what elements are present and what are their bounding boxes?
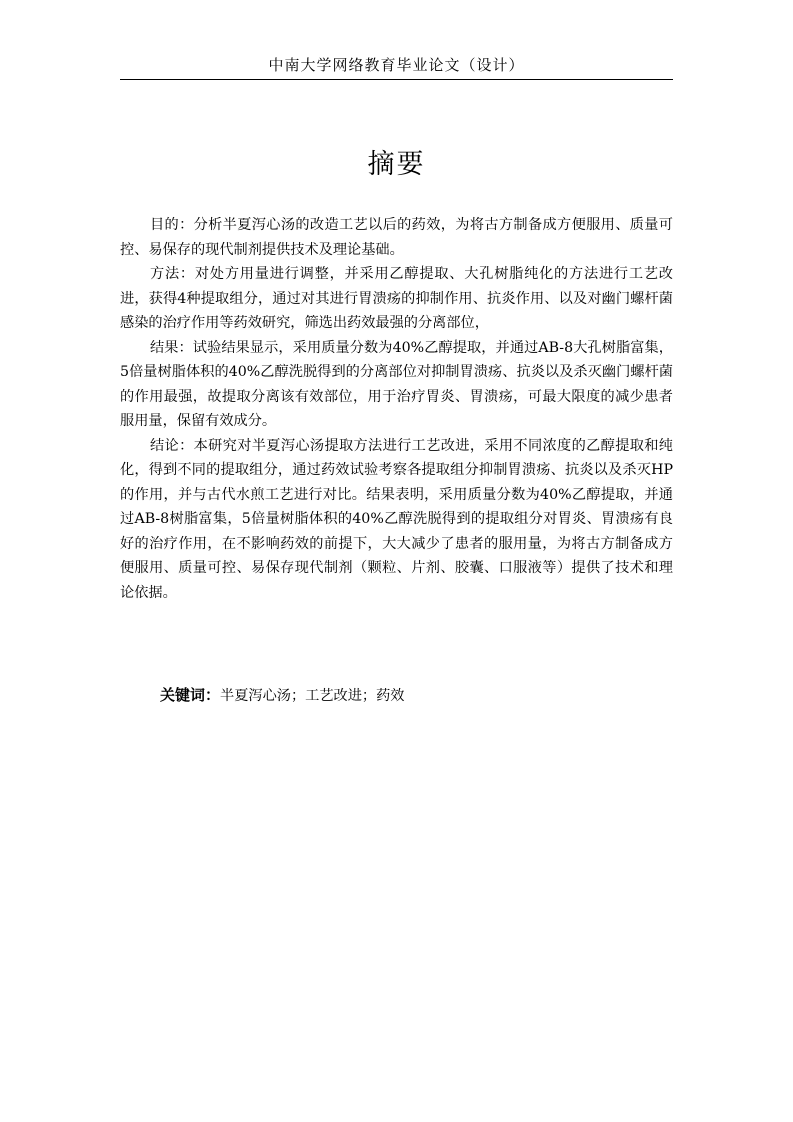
abstract-title: 摘要 [367,149,426,180]
keywords-value: 半夏泻心汤；工艺改进；药效 [220,688,405,704]
abstract-paragraph-conclusion: 结论：本研究对半夏泻心汤提取方法进行工艺改进，采用不同浓度的乙醇提取和纯化，得到不同的提取组分，通过药效试验考察各提取组分抑制胃溃疡、抗炎以及杀灭HP的作用，并与古代水煎工艺进行对比。结果表明，采用质量分数为40%乙醇提取，并通过AB-8树脂富集，5倍量树脂体积的40%乙醇洗脱得到的提取组分对胃炎、胃溃疡有良好的治疗作用，在不影响药效的前提下，大大减少了患者的服用量，为将古方制备成方便服用、质量可控、易保存现代制剂（颗粒、片剂、胶囊、口服液等）提供了技术和理论依据。 [120,437,673,601]
abstract-paragraph-results: 结果：试验结果显示，采用质量分数为40%乙醇提取，并通过AB-8大孔树脂富集，5倍量树脂体积的40%乙醇洗脱得到的分离部位对抑制胃溃疡、抗炎以及杀灭幽门螺杆菌的作用最强，故提取分离该有效部位，用于治疗胃炎、胃溃疡，可最大限度的减少患者服用量，保留有效成分。 [120,339,673,429]
keywords-label: 关键词： [160,686,221,704]
keywords-line [160,681,673,710]
page-header: 中南大学网络教育毕业论文（设计） [120,52,673,80]
abstract-body [120,213,673,605]
abstract-paragraph-methods: 方法：对处方用量进行调整，并采用乙醇提取、大孔树脂纯化的方法进行工艺改进，获得4种提取组分，通过对其进行胃溃疡的抑制作用、抗炎作用、以及对幽门螺杆菌感染的治疗作用等药效研究，筛选出药效最强的分离部位， [120,266,673,331]
abstract-paragraph-objective: 目的：分析半夏泻心汤的改造工艺以后的药效，为将古方制备成方便服用、质量可控、易保存的现代制剂提供技术及理论基础。 [120,217,673,258]
